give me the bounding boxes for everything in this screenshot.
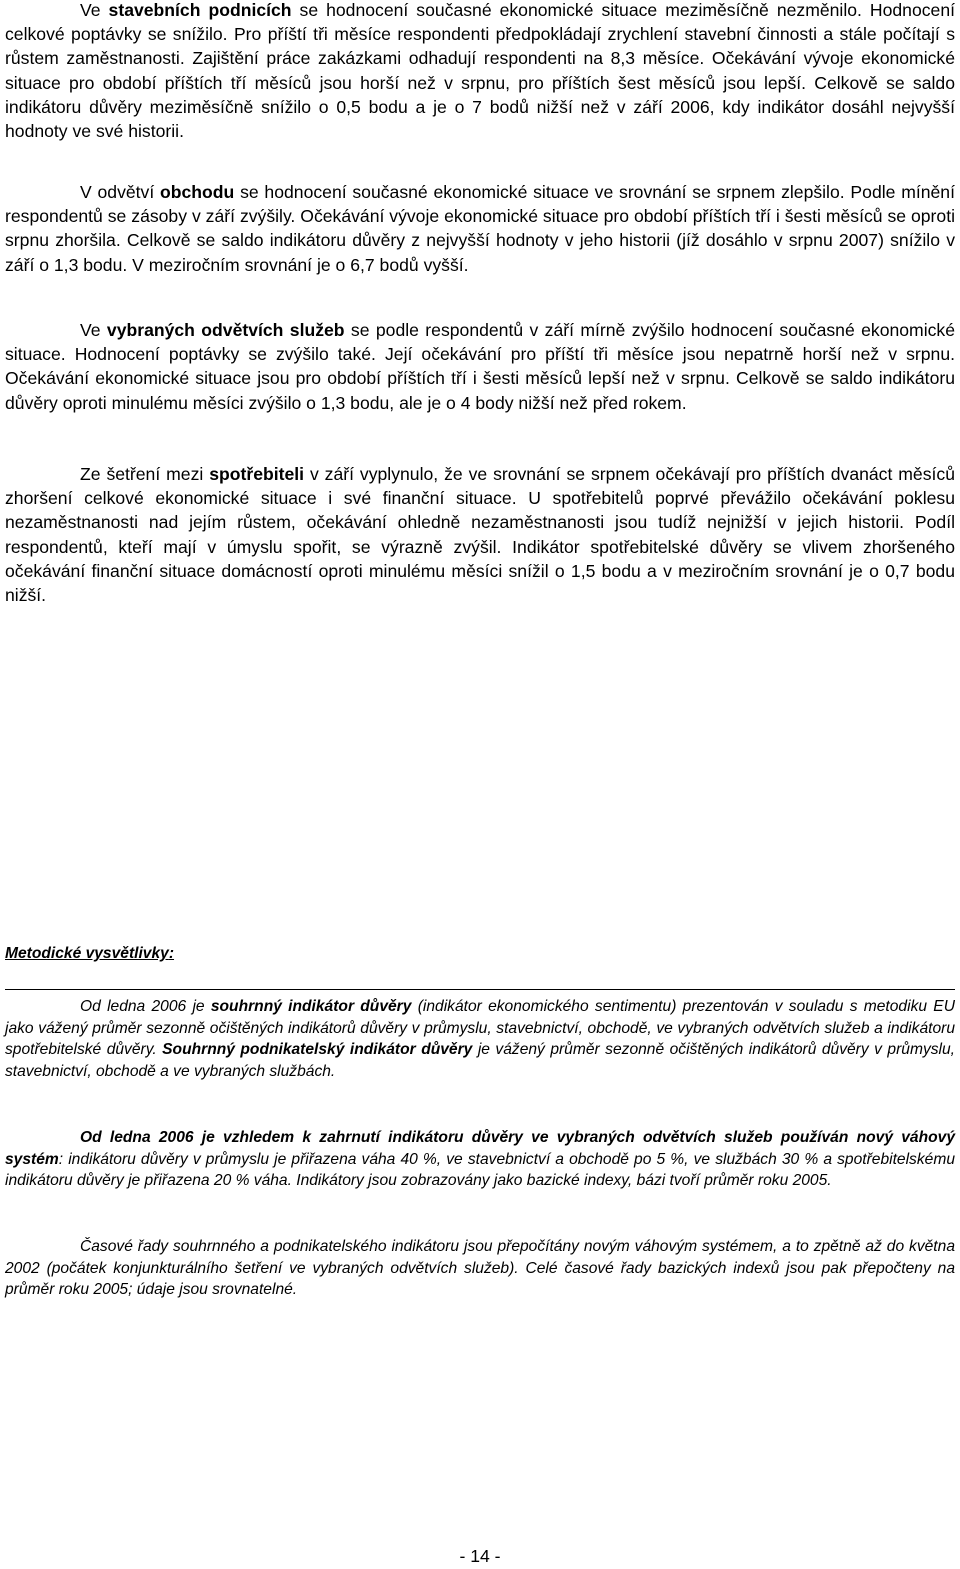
paragraph-text: se podle respondentů v září mírně zvýšilo hodnocení současné ekonomické situace. Hodnocení poptávky se zvýšilo také. Její očekávání pro příští tři měsíce jsou nepatrně horší než v srpnu. Očekávání ekonomické situace jsou pro období příštích tří i šesti měsíců lepší než v srpnu. Celkově se saldo indikátoru důvěry oproti minulému měsíci zvýšilo o 1,3 bodu, ale je o 4 body nižší než před rokem. (5, 320, 955, 413)
paragraph-text: V odvětví (80, 182, 161, 202)
notes-divider (5, 989, 955, 990)
paragraph-consumers (5, 462, 955, 607)
paragraph-trade (5, 180, 955, 277)
paragraph-services (5, 318, 955, 415)
note-text: Časové řady souhrnného a podnikatelského indikátoru jsou přepočítány novým váhovým systémem, a to zpětně až do května 2002 (počátek konjunkturálního šetření ve vybraných odvětvích služeb). Celé časové řady bazických indexů jsou pak přepočteny na průměr roku 2005; údaje jsou srovnatelné. (5, 1238, 955, 1298)
paragraph-text: v září vyplynulo, že ve srovnání se srpnem očekávají pro příštích dvanáct měsíců zhoršení celkové ekonomické situace i své finanční situace. U spotřebitelů poprvé převážilo očekávání poklesu nezaměstnanosti nad jejím růstem, očekávání ohledně nezaměstnanosti jsou tudíž nejnižší v jejich historii. Podíl respondentů, kteří mají v úmyslu spořit, se výrazně zvýšil. Indikátor spotřebitelské důvěry se vlivem zhoršeného očekávání finanční situace domácností oproti minulému měsíci snížil o 1,5 bodu a v meziročním srovnání je o 0,7 bodu nižší. (5, 464, 955, 606)
bold-term: stavebních podnicích (108, 0, 292, 20)
paragraph-construction (5, 0, 955, 143)
note-time-series (5, 1236, 955, 1301)
notes-heading-colon: : (168, 945, 175, 962)
note-text: je vážený průměr sezonně očištěných indikátorů důvěry v průmyslu, stavebnictví, obchodě a ve vybraných službách. (5, 1041, 956, 1080)
bold-term: spotřebiteli (209, 464, 305, 484)
note-bold-term: souhrnný indikátor důvěry (210, 998, 412, 1015)
bold-term: obchodu (160, 182, 235, 202)
note-composite-indicator (5, 996, 955, 1082)
paragraph-text: se hodnocení současné ekonomické situace ve srovnání se srpnem zlepšilo. Podle mínění respondentů se zásoby v září zvýšily. Očekávání vývoje ekonomické situace pro období příštích tří i šesti měsíců se oproti srpnu zhoršila. Celkově se saldo indikátoru důvěry z nejvyšší hodnoty v jeho historii (jíž dosáhlo v srpnu 2007) snížilo v září o 1,3 bodu. V meziročním srovnání je o 6,7 bodů vyšší. (5, 182, 955, 275)
note-text: : indikátoru důvěry v průmyslu je přiřazena váha 40 %, ve stavebnictví a obchodě po 5 %, ve službách 30 % a spotřebitelskému indikátoru důvěry je přiřazena 20 % váha. Indikátory jsou zobrazovány jako bazické indexy, bázi tvoří průměr roku 2005. (5, 1150, 955, 1189)
bold-term: vybraných odvětvích služeb (106, 320, 345, 340)
paragraph-text: Ve (80, 0, 109, 20)
paragraph-text: se hodnocení současné ekonomické situace meziměsíčně nezměnilo. Hodnocení celkové poptávky se snížilo. Pro příští tři měsíce respondenti předpokládají zrychlení stavební činnosti a stále počítají s růstem zaměstnanosti. Zajištění práce zakázkami odhadují respondenti na 8,3 měsíce. Očekávání vývoje ekonomické situace pro období příštích tří měsíců jsou horší než v srpnu, pro příštích šest měsíců jsou lepší. Celkově se saldo indikátoru důvěry meziměsíčně snížilo o 0,5 bodu a je o 7 bodů nižší než v září 2006, kdy indikátor dosáhl nejvyšší hodnoty ve své historii. (5, 0, 956, 142)
notes-heading-text: Metodické vysvětlivky (5, 945, 169, 962)
note-text: (indikátor ekonomického sentimentu) prezentován v souladu s metodiku EU jako vážený průměr sezonně očištěných indikátorů důvěry v průmyslu, stavebnictví, obchodě, ve vybraných odvětvích služeb a indikátoru spotřebitelské důvěry. (5, 998, 955, 1058)
note-weighting-system (5, 1127, 955, 1192)
paragraph-text: Ze šetření mezi (80, 464, 210, 484)
notes-heading (5, 943, 955, 965)
note-bold-term: Souhrnný podnikatelský indikátor důvěry (162, 1041, 473, 1058)
paragraph-text: Ve (80, 320, 107, 340)
note-bold-term: Od ledna 2006 je vzhledem k zahrnutí indikátoru důvěry ve vybraných odvětvích služeb používán nový váhový systém (5, 1129, 955, 1168)
note-text: Od ledna 2006 je (80, 998, 211, 1015)
page-number: - 14 - (459, 1546, 501, 1566)
